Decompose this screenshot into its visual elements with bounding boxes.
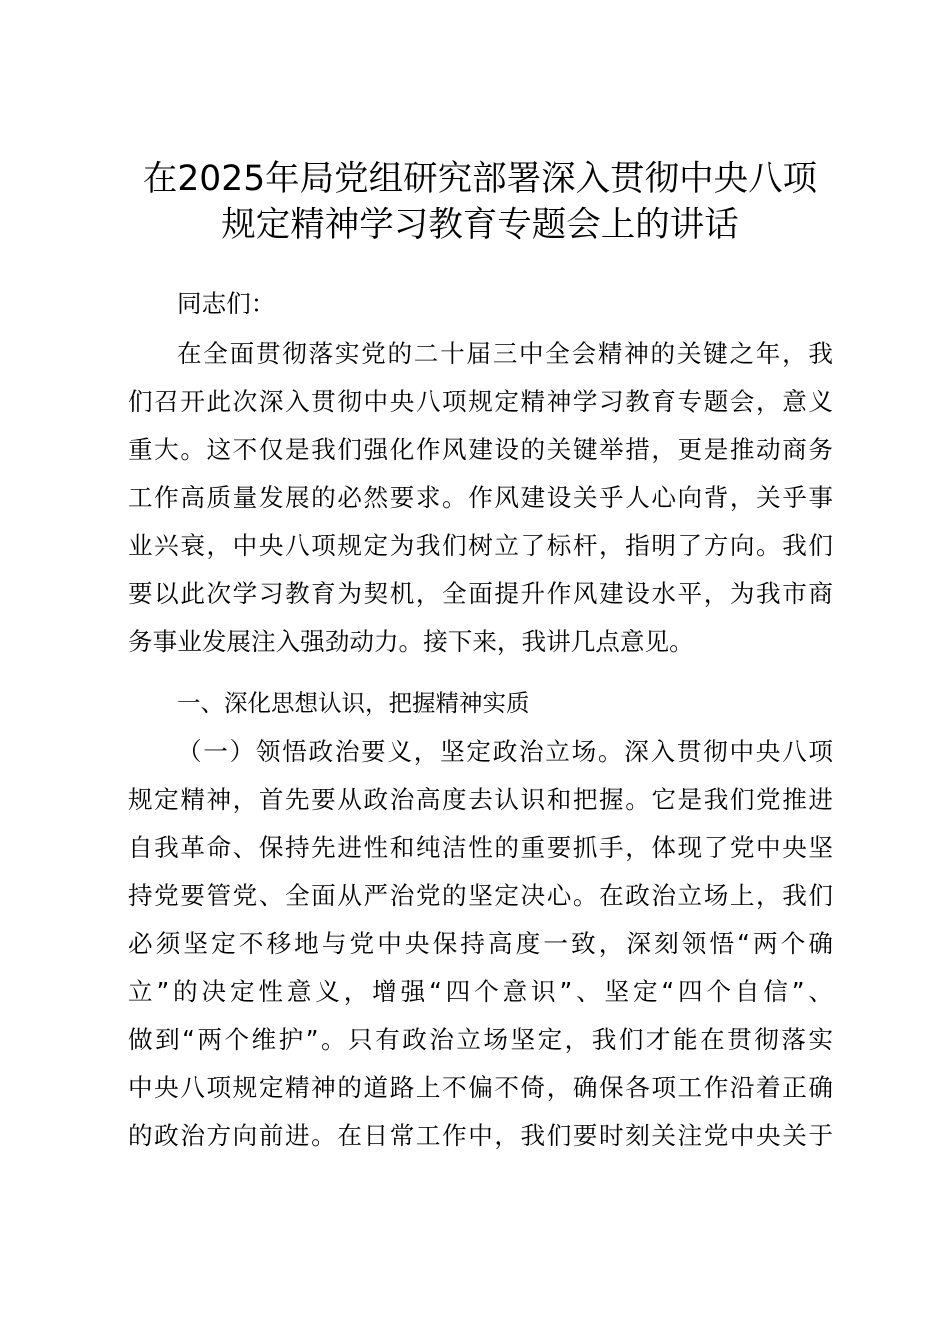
text-line: 立”的决定性意义，增强“四个意识”、坚定“四个自信”、 <box>128 977 833 1006</box>
text-line: 业兴衰，中央八项规定为我们树立了标杆，指明了方向。我们 <box>128 531 833 560</box>
text-line: 规定精神，首先要从政治高度去认识和把握。它是我们党推进 <box>128 785 833 814</box>
text-line: 务事业发展注入强劲动力。接下来，我讲几点意见。 <box>128 627 694 656</box>
text-line: 们召开此次深入贯彻中央八项规定精神学习教育专题会，意义 <box>128 387 833 416</box>
text-line: （一）领悟政治要义，坚定政治立场。深入贯彻中央八项 <box>177 737 833 766</box>
text-line: 持党要管党、全面从严治党的坚定决心。在政治立场上，我们 <box>128 881 833 910</box>
text-line: 做到“两个维护”。只有政治立场坚定，我们才能在贯彻落实 <box>128 1025 833 1054</box>
text-line: 在全面贯彻落实党的二十届三中全会精神的关键之年，我 <box>177 339 833 368</box>
salutation: 同志们： <box>177 289 276 318</box>
text-line: 重大。这不仅是我们强化作风建设的关键举措，更是推动商务 <box>128 435 833 464</box>
section-heading: 一、深化思想认识，把握精神实质 <box>177 689 530 717</box>
paragraph-intro <box>128 330 833 666</box>
paragraph-section-1-1 <box>128 728 833 1160</box>
title-line: 规定精神学习教育专题会上的讲话 <box>221 205 739 245</box>
text-line: 必须坚定不移地与党中央保持高度一致，深刻领悟“两个确 <box>128 929 833 958</box>
document-title <box>120 156 840 248</box>
text-line: 中央八项规定精神的道路上不偏不倚，确保各项工作沿着正确 <box>128 1073 833 1102</box>
text-line: 工作高质量发展的必然要求。作风建设关乎人心向背，关乎事 <box>128 483 833 512</box>
text-line: 的政治方向前进。在日常工作中，我们要时刻关注党中央关于 <box>128 1121 833 1150</box>
title-line: 在2025年局党组研究部署深入贯彻中央八项 <box>142 159 818 199</box>
text-line: 要以此次学习教育为契机，全面提升作风建设水平，为我市商 <box>128 579 833 608</box>
text-line: 自我革命、保持先进性和纯洁性的重要抓手，体现了党中央坚 <box>128 833 833 862</box>
